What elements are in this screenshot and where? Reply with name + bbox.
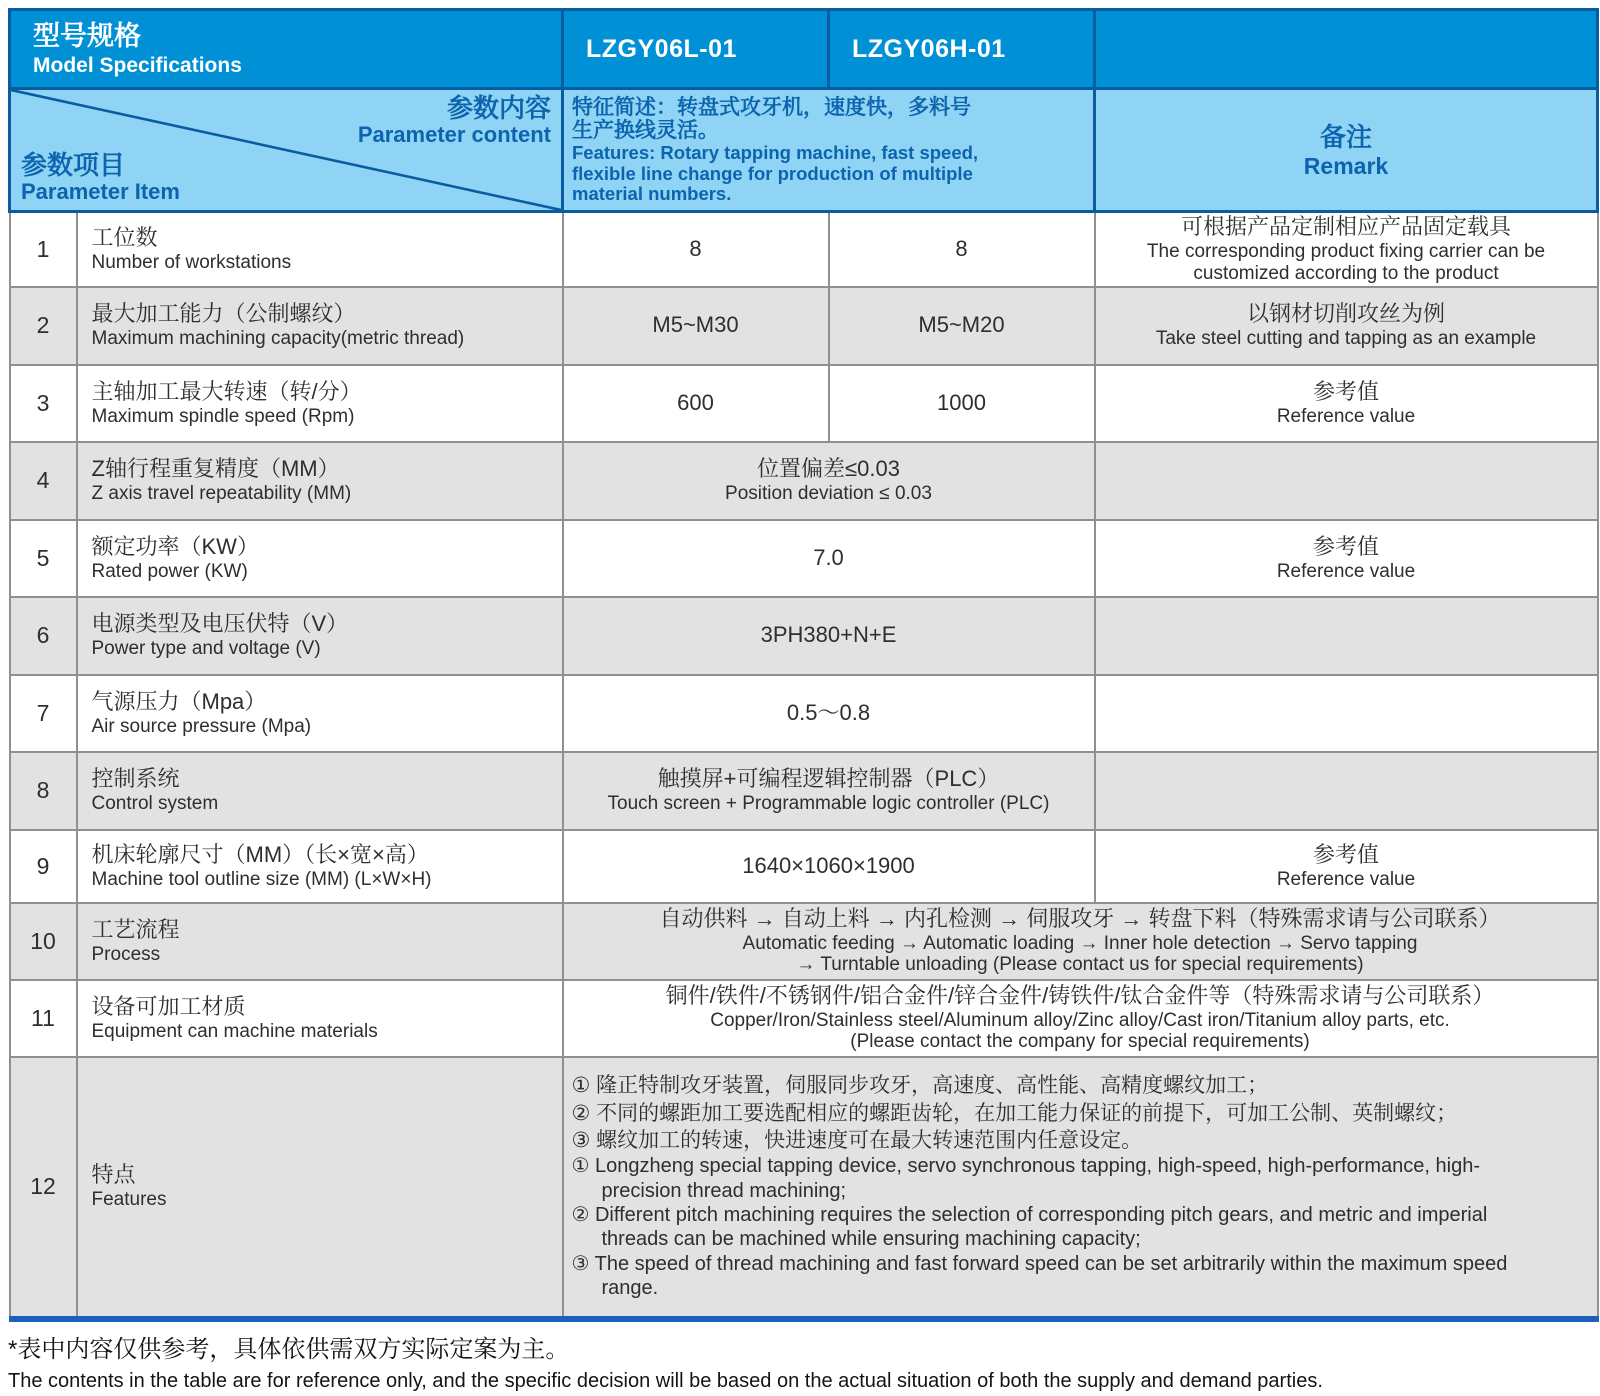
row-1-number: 1	[10, 212, 77, 287]
param-content-en: Parameter content	[357, 121, 551, 147]
row-9-remark-en: Reference value	[1276, 868, 1416, 890]
table-row-1	[10, 212, 1598, 287]
row-8-value-en: Touch screen + Programmable logic controller (PLC)	[607, 793, 1050, 814]
row-3-item-en: Maximum spindle speed (Rpm)	[91, 405, 355, 427]
row-12-item-zh: 特点	[91, 1162, 136, 1188]
row-9-remark	[1095, 830, 1598, 903]
row-4-remark	[1095, 442, 1598, 520]
row-9-value: 1640×1060×1900	[563, 830, 1095, 903]
row-7-item-zh: 气源压力（Mpa）	[91, 688, 267, 714]
row-2-remark-zh: 以钢材切削攻丝为例	[1246, 301, 1445, 327]
row-5-remark-zh: 参考值	[1312, 533, 1379, 559]
row-6-item-zh: 电源类型及电压伏特（V）	[91, 611, 349, 637]
remark-zh: 备注	[1319, 122, 1372, 153]
row-10-value-en-2: → Turntable unloading (Please contact us for special requirements)	[796, 954, 1364, 976]
row-5-value: 7.0	[563, 520, 1095, 597]
row-1-remark	[1095, 212, 1598, 287]
row-8-value	[563, 752, 1095, 830]
footnote-zh: *表中内容仅供参考，具体依供需双方实际定案为主。	[8, 1335, 570, 1363]
row-1-remark-zh: 可根据产品定制相应产品固定载具	[1180, 214, 1511, 239]
row-8-item	[77, 752, 563, 830]
row-10-value-en-1: Automatic feeding → Automatic loading → Inner hole detection → Servo tapping	[742, 932, 1418, 954]
row-2-value-h: M5~M20	[829, 287, 1095, 365]
row-5-item-zh: 额定功率（KW）	[91, 533, 259, 559]
row-4-item-zh: Z轴行程重复精度（MM）	[91, 456, 340, 482]
row-3-value-h: 1000	[829, 365, 1095, 442]
row-7-item	[77, 675, 563, 752]
row-5-number: 5	[10, 520, 77, 597]
row-10-number: 10	[10, 903, 77, 980]
feature-en-2: ② Different pitch machining requires the selection of corresponding pitch gears, and metric and imperial threads can be machined while ensuring machining capacity;	[571, 1204, 1488, 1251]
table-row-9	[10, 830, 1598, 903]
row-1-item-en: Number of workstations	[91, 251, 292, 273]
row-9-item-en: Machine tool outline size (MM) (L×W×H)	[91, 868, 432, 890]
row-10-item-zh: 工艺流程	[91, 916, 180, 942]
row-5-item	[77, 520, 563, 597]
feature-zh-1: ① 隆正特制攻牙装置，伺服同步攻牙，高速度、高性能、高精度螺纹加工；	[571, 1074, 1269, 1098]
model-header-empty-cell	[1095, 10, 1598, 89]
table-row-2	[10, 287, 1598, 365]
row-11-item-zh: 设备可加工材质	[91, 993, 246, 1019]
row-4-value-zh: 位置偏差≤0.03	[757, 456, 900, 482]
row-12-features	[563, 1057, 1598, 1319]
footnote-en: The contents in the table are for reference only, and the specific decision will be based on the actual situation of both the supply and demand parties.	[8, 1369, 1323, 1392]
row-2-number: 2	[10, 287, 77, 365]
row-9-item-zh: 机床轮廓尺寸（MM）（长×宽×高）	[91, 841, 429, 867]
remark-header-cell	[1095, 89, 1598, 212]
feature-zh-3: ③ 螺纹加工的转速，快进速度可在最大转速范围内任意设定。	[571, 1128, 1143, 1152]
row-10-item-en: Process	[91, 943, 161, 965]
row-11-item	[77, 980, 563, 1057]
row-4-value-en: Position deviation ≤ 0.03	[725, 483, 932, 504]
row-6-remark	[1095, 597, 1598, 675]
feature-summary-zh: 特征简述：转盘式攻牙机，速度快，多料号生产换线灵活。	[572, 95, 971, 143]
feature-summary-cell	[563, 89, 1095, 212]
spec-table	[8, 8, 1599, 1322]
row-8-number: 8	[10, 752, 77, 830]
row-11-value	[563, 980, 1598, 1057]
feature-en-3: ③ The speed of thread machining and fast forward speed can be set arbitrarily within the maximum speed range.	[571, 1252, 1508, 1300]
remark-en: Remark	[1303, 152, 1389, 179]
model-l-header: LZGY06L-01	[563, 10, 829, 89]
row-1-value-l: 8	[563, 212, 829, 287]
row-9-number: 9	[10, 830, 77, 903]
row-2-item-en: Maximum machining capacity(metric thread)	[91, 328, 465, 349]
row-3-item	[77, 365, 563, 442]
row-7-remark	[1095, 675, 1598, 752]
row-8-item-en: Control system	[91, 793, 219, 814]
row-1-item	[77, 212, 563, 287]
row-7-item-en: Air source pressure (Mpa)	[91, 715, 312, 737]
row-3-remark-en: Reference value	[1276, 405, 1416, 427]
table-row-6	[10, 597, 1598, 675]
row-9-remark-zh: 参考值	[1312, 841, 1379, 867]
header-row-params	[10, 89, 1598, 212]
row-11-value-en-2: (Please contact the company for special requirements)	[850, 1031, 1310, 1053]
row-12-item-en: Features	[91, 1189, 167, 1210]
feature-zh-2: ② 不同的螺距加工要选配相应的螺距齿轮，在加工能力保证的前提下，可加工公制、英制螺纹；	[571, 1101, 1458, 1125]
row-5-remark	[1095, 520, 1598, 597]
table-row-10	[10, 903, 1598, 980]
row-3-value-l: 600	[563, 365, 829, 442]
row-11-number: 11	[10, 980, 77, 1057]
row-1-item-zh: 工位数	[91, 224, 158, 250]
row-10-value	[563, 903, 1598, 980]
row-1-remark-en: The corresponding product fixing carrier can be customized according to the product	[1146, 240, 1546, 284]
row-9-item	[77, 830, 563, 903]
model-spec-header-cell	[10, 10, 563, 89]
row-3-remark-zh: 参考值	[1312, 378, 1379, 404]
footnote	[8, 1334, 1596, 1396]
row-4-item	[77, 442, 563, 520]
param-item-en: Parameter Item	[21, 178, 180, 204]
row-2-item	[77, 287, 563, 365]
row-11-value-en-1: Copper/Iron/Stainless steel/Aluminum alloy/Zinc alloy/Cast iron/Titanium alloy parts, etc.	[710, 1009, 1450, 1031]
row-2-value-l: M5~M30	[563, 287, 829, 365]
model-spec-zh: 型号规格	[33, 21, 141, 52]
row-6-value: 3PH380+N+E	[563, 597, 1095, 675]
table-row-8	[10, 752, 1598, 830]
row-11-item-en: Equipment can machine materials	[91, 1020, 378, 1042]
row-1-value-h: 8	[829, 212, 1095, 287]
row-7-value: 0.5～0.8	[563, 675, 1095, 752]
row-10-value-zh: 自动供料 → 自动上料 → 内孔检测 → 伺服攻牙 → 转盘下料（特殊需求请与公司联系）	[659, 905, 1501, 931]
table-row-12	[10, 1057, 1598, 1319]
table-row-11	[10, 980, 1598, 1057]
param-content-label	[358, 94, 551, 147]
row-6-number: 6	[10, 597, 77, 675]
table-row-5	[10, 520, 1598, 597]
row-4-number: 4	[10, 442, 77, 520]
row-2-remark-en: Take steel cutting and tapping as an example	[1155, 328, 1537, 349]
table-row-4	[10, 442, 1598, 520]
table-row-7	[10, 675, 1598, 752]
row-3-remark	[1095, 365, 1598, 442]
model-h-header: LZGY06H-01	[829, 10, 1095, 89]
row-3-item-zh: 主轴加工最大转速（转/分）	[91, 378, 362, 404]
row-8-item-zh: 控制系统	[91, 766, 180, 792]
row-8-value-zh: 触摸屏+可编程逻辑控制器（PLC）	[657, 766, 1000, 792]
row-4-value	[563, 442, 1095, 520]
param-item-label	[21, 151, 180, 204]
row-5-remark-en: Reference value	[1276, 560, 1416, 582]
row-6-item-en: Power type and voltage (V)	[91, 638, 321, 659]
header-row-model	[10, 10, 1598, 89]
diagonal-header-cell	[10, 89, 563, 212]
feature-summary-en: Features: Rotary tapping machine, fast speed, flexible line change for production of multiple material numbers.	[572, 142, 979, 205]
row-2-item-zh: 最大加工能力（公制螺纹）	[91, 301, 356, 327]
row-10-item	[77, 903, 563, 980]
row-6-item	[77, 597, 563, 675]
row-11-value-zh: 铜件/铁件/不锈钢件/铝合金件/锌合金件/铸铁件/钛合金件等（特殊需求请与公司联系）	[665, 982, 1495, 1008]
row-2-remark	[1095, 287, 1598, 365]
row-12-number: 12	[10, 1057, 77, 1319]
spec-sheet	[8, 8, 1596, 1396]
row-12-item	[77, 1057, 563, 1319]
param-content-zh: 参数内容	[446, 93, 551, 123]
row-5-item-en: Rated power (KW)	[91, 560, 248, 582]
table-row-3	[10, 365, 1598, 442]
row-7-number: 7	[10, 675, 77, 752]
model-spec-en: Model Specifications	[33, 53, 242, 77]
row-4-item-en: Z axis travel repeatability (MM)	[91, 483, 352, 504]
param-item-zh: 参数项目	[21, 150, 126, 181]
feature-en-1: ① Longzheng special tapping device, servo synchronous tapping, high-speed, high-performance, high-precision thread machining;	[571, 1155, 1480, 1202]
row-3-number: 3	[10, 365, 77, 442]
row-8-remark	[1095, 752, 1598, 830]
